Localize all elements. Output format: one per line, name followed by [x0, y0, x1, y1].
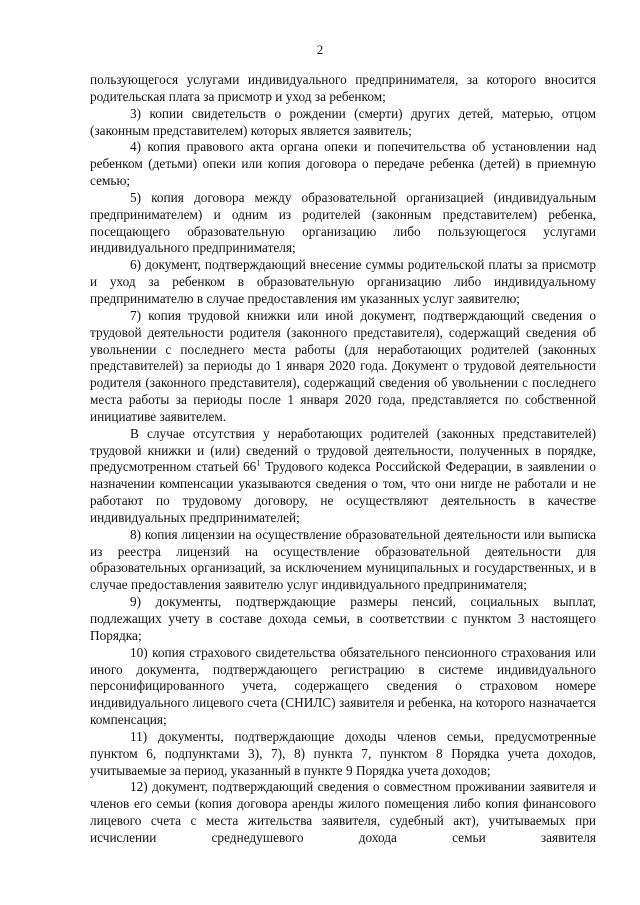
paragraph-item-4: 4) копия правового акта органа опеки и попечительства об установлении над ребенком (детьми) опеки или копия договора о передаче ребенка (детей) в приемную семью;: [90, 139, 596, 189]
paragraph-item-7: 7) копия трудовой книжки или иной документ, подтверждающий сведения о трудовой деятельности родителя (законного представителя), содержащий сведения об увольнении с последнего места работы (для неработающих родителей (законных представителей) за периоды до 1 января 2020 года. Документ о трудовой деятельности родителя (законного представителя), содержащий сведения об увольнении с последнего места работы за периоды после 1 января 2020 года, представляется по собственной инициативе заявителем.: [90, 307, 596, 424]
paragraph-continuation: пользующегося услугами индивидуального предпринимателя, за которого вносится родительская плата за присмотр и уход за ребенком;: [90, 72, 596, 104]
paragraph-item-11: 11) документы, подтверждающие доходы членов семьи, предусмотренные пунктом 6, подпунктами 3), 7), 8) пункта 7, пунктом 8 Порядка учета доходов, учитываемые за период, указанный в пункте 9 Порядка учета доходов;: [90, 728, 596, 778]
paragraph-item-10: 10) копия страхового свидетельства обязательного пенсионного страхования или иного документа, подтверждающего регистрацию в системе индивидуального персонифицированного учета, содержащего сведения о страховом номере индивидуального лицевого счета (СНИЛС) заявителя и ребенка, на которого назначается компенсация;: [90, 644, 596, 728]
article-superscript: 1: [256, 458, 261, 468]
paragraph-item-12: 12) документ, подтверждающий сведения о совместном проживании заявителя и членов его семьи (копия договора аренды жилого помещения либо копия финансового лицевого счета с места жительства заявителя, судебный акт), учитываемых при исчислении среднедушевого дохода семьи заявителя: [90, 779, 596, 845]
paragraph-item-9: 9) документы, подтверждающие размеры пенсий, социальных выплат, подлежащих учету в составе дохода семьи, в соответствии с пунктом 3 настоящего Порядка;: [90, 594, 596, 643]
paragraph-item-6: 6) документ, подтверждающий внесение суммы родительской платы за присмотр и уход за ребенком в образовательную организацию либо индивидуальному предпринимателю в случае предоставления им указанных услуг заявителю;: [90, 257, 596, 306]
paragraph-item-3: 3) копии свидетельств о рождении (смерти) других детей, матерью, отцом (законным представителем) которых является заявитель;: [90, 105, 596, 138]
note-text-after: Трудового кодекса Российской Федерации, в заявлении о назначении компенсации указываются сведения о том, что они нигде не работали и не работают по трудовому договору, не осуществляют деятельность в качестве индивидуальных предпринимателей;: [90, 459, 597, 525]
page-number: 2: [316, 42, 324, 57]
note-text-before: В случае отсутствия у неработающих родителей (законных представителей) трудовой книжки и (или) сведений о трудовой деятельности, полученных в порядке, предусмотренном статьей 66: [90, 425, 596, 475]
paragraph-item-5: 5) копия договора между образовательной организацией (индивидуальным предпринимателем) и одним из родителей (законным представителем) ребенка, посещающего образовательную организацию либо пользующегося услугами индивидуального предпринимателя;: [90, 189, 596, 256]
document-body: [90, 72, 596, 847]
paragraph-item-8: 8) копия лицензии на осуществление образовательной деятельности или выписка из реестра лицензий на осуществление образовательной деятельности для образовательных организаций, за исключением муниципальных и государственных, и в случае предоставления заявителю услуг индивидуального предпринимателя;: [90, 526, 596, 593]
paragraph-item-7-note: [90, 426, 596, 527]
